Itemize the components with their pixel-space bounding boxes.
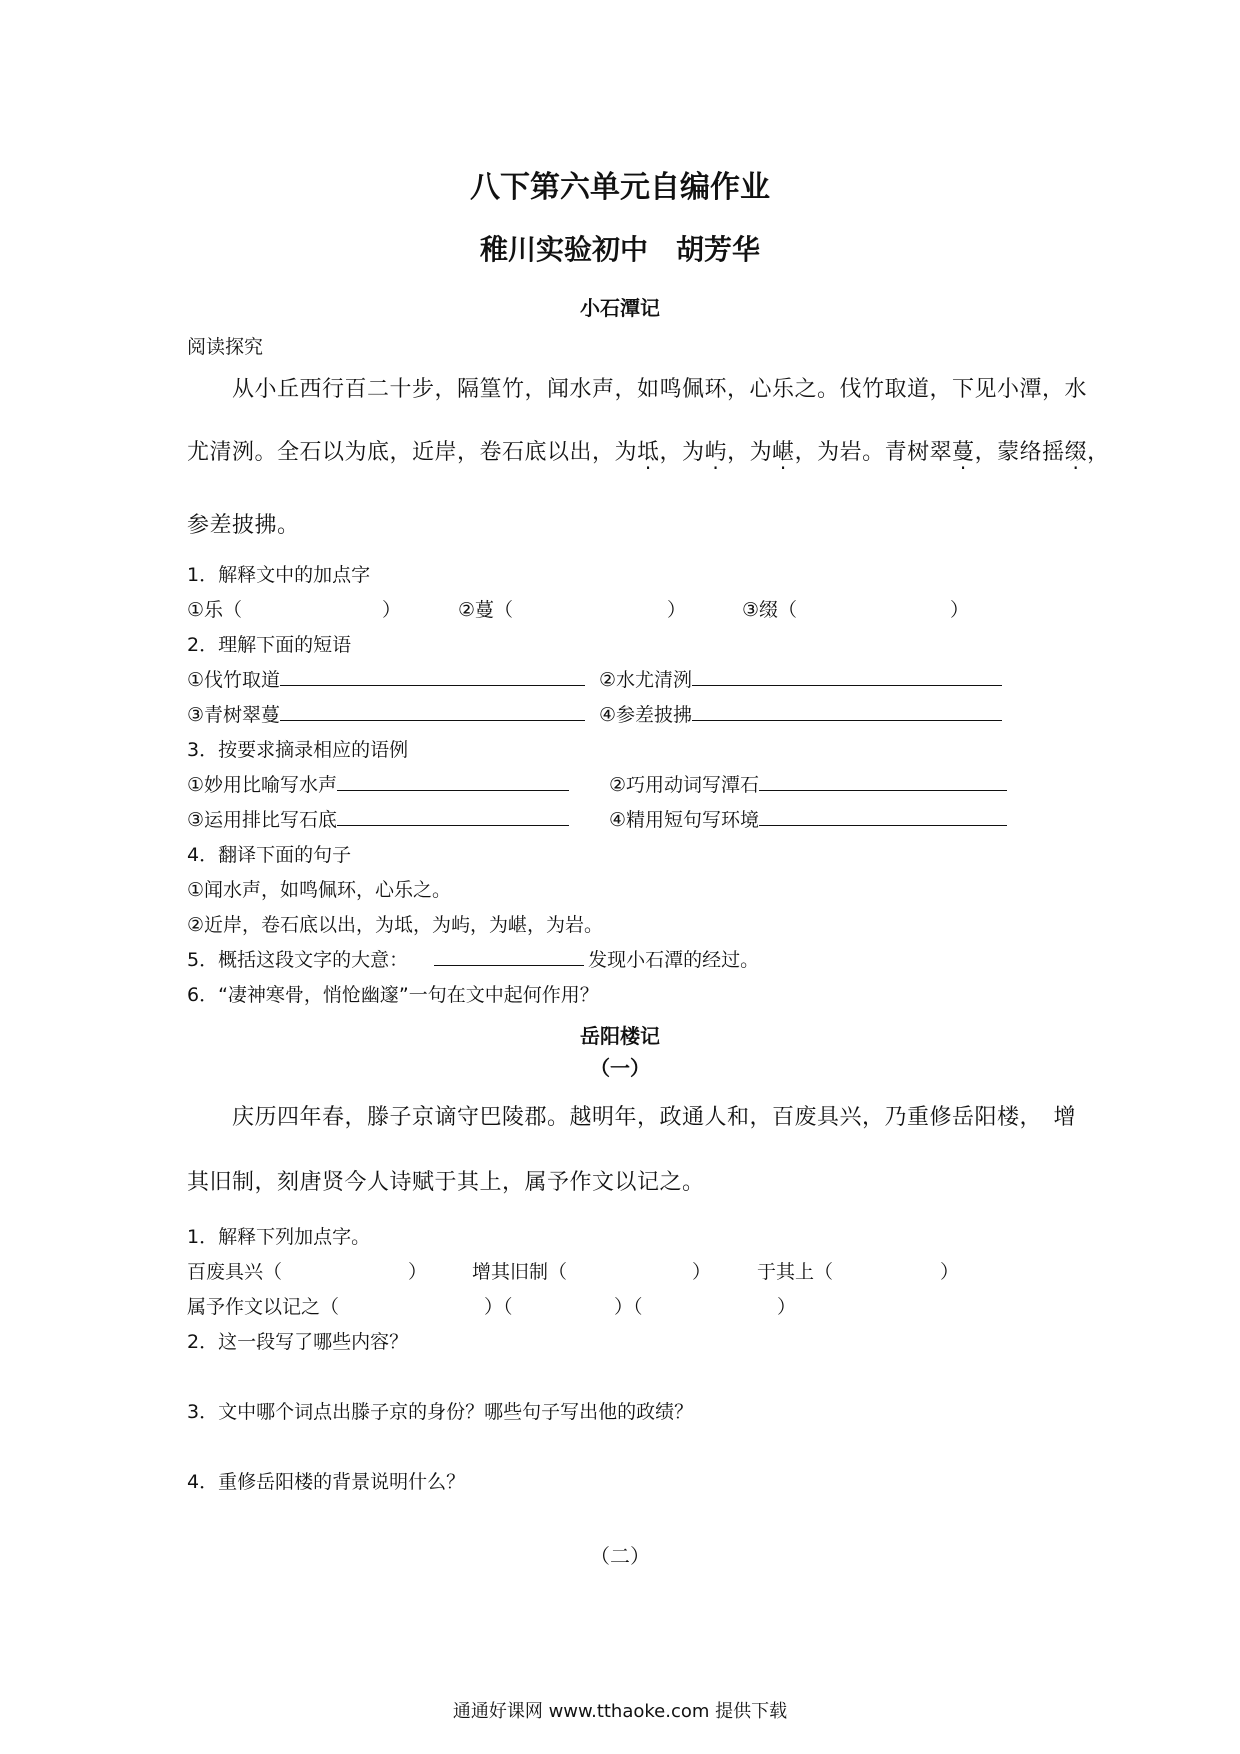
q2-item	[187, 700, 585, 727]
answer-blank	[337, 772, 569, 791]
s2-q1-close: ）	[408, 1261, 428, 1283]
q3-label: ④精用短句写环境	[609, 809, 760, 831]
question-5	[187, 945, 759, 972]
q2-label: ④参差披拂	[599, 704, 693, 726]
answer-blank	[280, 702, 585, 721]
passage-text: ，蒙络摇	[974, 440, 1065, 465]
q1-item-c: ③缀（	[742, 599, 798, 621]
s2-q1-item-d: 属予作文以记之（	[187, 1296, 340, 1318]
author-line: 稚川实验初中 胡芳华	[479, 233, 760, 266]
s2-q1-paren-pair: ）（	[614, 1296, 643, 1318]
q1-close: ）	[382, 599, 402, 621]
part-label-2: （二）	[590, 1544, 650, 1568]
page-title: 八下第六单元自编作业	[470, 170, 770, 205]
answer-blank	[692, 702, 1002, 721]
q3-label: ①妙用比喻写水声	[187, 774, 338, 796]
s2-q1-close: ）	[777, 1296, 797, 1318]
reading-heading: 阅读探究	[187, 336, 264, 358]
q2-item	[599, 700, 1002, 727]
passage-line-3: 参差披拂。	[187, 513, 300, 538]
s2-q1-item-a: 百废具兴（	[187, 1261, 283, 1283]
passage-text: ，为	[727, 440, 773, 465]
question-2: 2．理解下面的短语	[187, 634, 352, 656]
answer-blank	[759, 772, 1007, 791]
s2-q1-close: ）	[940, 1261, 960, 1283]
s2-question-1: 1．解释下列加点字。	[187, 1226, 371, 1248]
section-title-xiaoshitanji: 小石潭记	[580, 296, 660, 320]
answer-blank	[692, 667, 1002, 686]
footer-text: 通通好课网 www.tthaoke.com 提供下载	[452, 1701, 788, 1722]
s2-q1-close: ）	[692, 1261, 712, 1283]
part-label-1: （一）	[590, 1056, 650, 1080]
q2-item	[599, 665, 1002, 692]
passage-line-2	[187, 435, 1110, 466]
question-3: 3．按要求摘录相应的语例	[187, 739, 409, 761]
q5-label: 5．概括这段文字的大意：	[187, 949, 409, 971]
q3-label: ②巧用动词写潭石	[609, 774, 760, 796]
passage-text: ，	[1087, 440, 1110, 465]
q1-item-b: ②蔓（	[458, 599, 514, 621]
q2-label: ①伐竹取道	[187, 669, 281, 691]
q5-suffix: 发现小石潭的经过。	[588, 949, 760, 971]
dotted-char: 蔓	[952, 440, 975, 465]
dotted-char: 坻	[637, 440, 660, 465]
q1-close: ）	[950, 599, 970, 621]
passage-text: ，为岩。青树翠	[794, 440, 953, 465]
q4-item-a: ①闻水声，如鸣佩环，心乐之。	[187, 879, 452, 901]
passage-text: 尤清洌。全石以为底，近岸，卷石底以出，为	[187, 440, 638, 465]
q3-item	[609, 770, 1007, 797]
passage2-line-1: 庆历四年春，滕子京谪守巴陵郡。越明年，政通人和，百废具兴，乃重修岳阳楼， 增	[232, 1105, 1077, 1130]
s2-q1-item-b: 增其旧制（	[472, 1261, 568, 1283]
answer-blank	[337, 807, 569, 826]
passage-line-1: 从小丘西行百二十步，隔篁竹，闻水声，如鸣佩环，心乐之。伐竹取道，下见小潭，水	[232, 377, 1088, 402]
q4-item-b: ②近岸，卷石底以出，为坻，为屿，为嵁，为岩。	[187, 914, 604, 936]
q3-item	[187, 805, 569, 832]
passage-text: ，为	[659, 440, 705, 465]
q3-label: ③运用排比写石底	[187, 809, 338, 831]
question-6: 6．“凄神寒骨，悄怆幽邃”一句在文中起何作用？	[187, 984, 599, 1006]
q1-close: ）	[667, 599, 687, 621]
s2-question-4: 4．重修岳阳楼的背景说明什么？	[187, 1471, 466, 1493]
s2-q1-item-c: 于其上（	[757, 1261, 834, 1283]
answer-blank	[434, 947, 584, 966]
q3-item	[609, 805, 1007, 832]
q2-label: ②水尤清洌	[599, 669, 693, 691]
q1-item-a: ①乐（	[187, 599, 243, 621]
section-title-yueyanglouji: 岳阳楼记	[580, 1024, 660, 1048]
dotted-char: 缀	[1064, 440, 1088, 465]
dotted-char: 嵁	[772, 440, 795, 465]
answer-blank	[280, 667, 585, 686]
dotted-char: 屿	[704, 440, 728, 465]
q2-item	[187, 665, 585, 692]
q3-item	[187, 770, 569, 797]
s2-q1-paren-pair: ）（	[484, 1296, 513, 1318]
s2-question-2: 2．这一段写了哪些内容？	[187, 1331, 409, 1353]
question-1: 1．解释文中的加点字	[187, 564, 371, 586]
answer-blank	[759, 807, 1007, 826]
q2-label: ③青树翠蔓	[187, 704, 281, 726]
question-4: 4．翻译下面的句子	[187, 844, 352, 866]
s2-question-3: 3．文中哪个词点出滕子京的身份？哪些句子写出他的政绩？	[187, 1401, 694, 1423]
passage2-line-2: 其旧制，刻唐贤今人诗赋于其上，属予作文以记之。	[187, 1170, 705, 1195]
